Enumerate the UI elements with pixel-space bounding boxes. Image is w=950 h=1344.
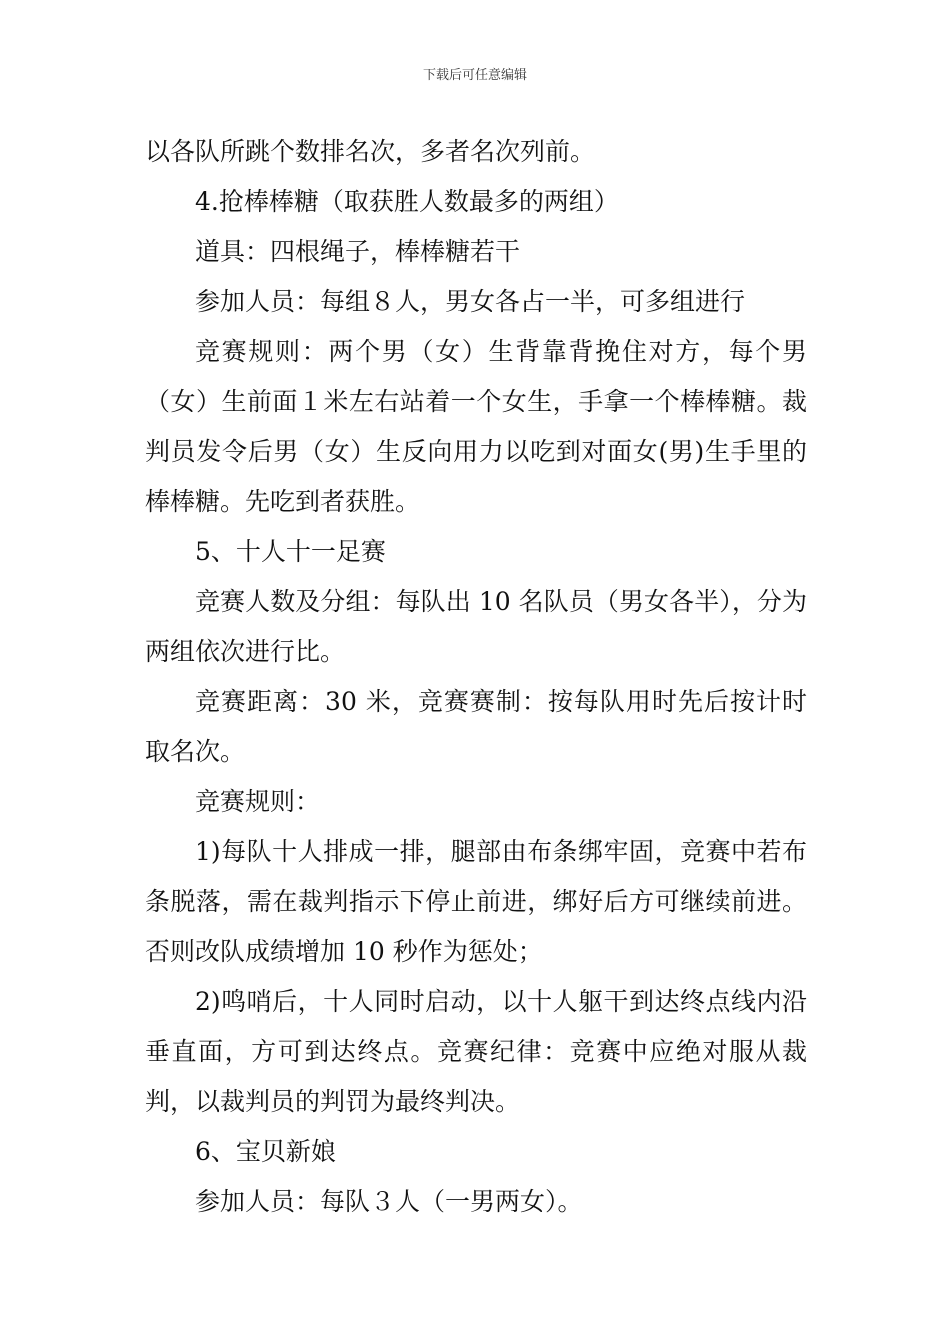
paragraph-ten-legs-rules-heading: 竞赛规则： [195,787,321,816]
paragraph-ten-legs-title: 5、十人十一足赛 [195,537,386,566]
paragraph-lollipop-rules: 竞赛规则：两个男（女）生背靠背挽住对方，每个男（女）生前面１米左右站着一个女生，手拿一个棒棒糖。裁判员发令后男（女）生反向用力以吃到对面女(男)生手里的棒棒糖。先吃到者获胜。 [145,337,807,516]
paragraph-baby-bride-participants: 参加人员：每队３人（一男两女）。 [195,1187,583,1216]
document-body [145,127,807,1227]
paragraph-lollipop-title: 4.抢棒棒糖（取获胜人数最多的两组） [195,187,619,216]
paragraph-lollipop-participants: 参加人员：每组８人，男女各占一半，可多组进行 [195,287,746,316]
paragraph-baby-bride-title: 6、宝贝新娘 [195,1137,336,1166]
paragraph-lollipop-props: 道具：四根绳子，棒棒糖若干 [195,237,521,266]
paragraph-ten-legs-rule-2: 2)鸣哨后，十人同时启动，以十人躯干到达终点线内沿垂直面，方可到达终点。竞赛纪律：竞赛中应绝对服从裁判，以裁判员的判罚为最终判决。 [145,987,807,1116]
paragraph-ten-legs-distance: 竞赛距离：30 米，竞赛赛制：按每队用时先后按计时取名次。 [145,687,807,766]
page-header: 下载后可任意编辑 [422,68,527,83]
paragraph-ten-legs-rule-1: 1)每队十人排成一排，腿部由布条绑牢固，竞赛中若布条脱落，需在裁判指示下停止前进，绑好后方可继续前进。否则改队成绩增加 10 秒作为惩处； [145,837,807,966]
paragraph-ranking-rule: 以各队所跳个数排名次，多者名次列前。 [145,137,596,166]
paragraph-ten-legs-grouping: 竞赛人数及分组：每队出 10 名队员（男女各半），分为两组依次进行比。 [145,587,807,666]
